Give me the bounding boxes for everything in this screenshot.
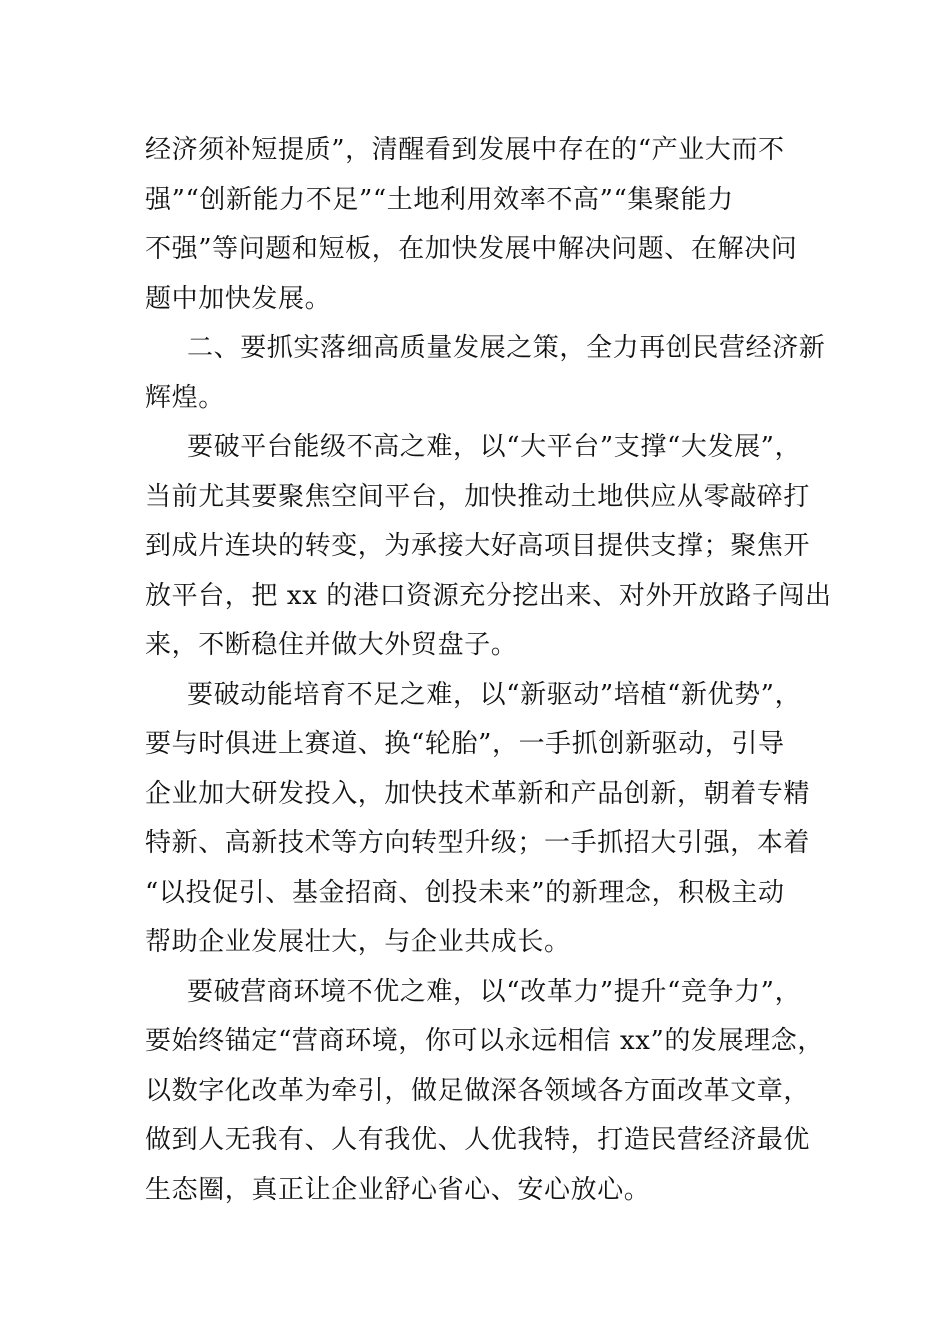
- text-line: 要始终锚定“营商环境，你可以永远相信 xx”的发展理念，: [145, 1026, 824, 1056]
- text-line: 要与时俱进上赛道、换“轮胎”，一手抓创新驱动，引导: [145, 729, 785, 759]
- section-heading-line: 二、要抓实落细高质量发展之策，全力再创民营经济新: [187, 333, 826, 363]
- text-line: 特新、高新技术等方向转型升级；一手抓招大引强，本着: [145, 828, 811, 858]
- text-line: 经济须补短提质”，清醒看到发展中存在的“产业大而不: [145, 135, 785, 165]
- text-line: 做到人无我有、人有我优、人优我特，打造民营经济最优: [145, 1125, 811, 1155]
- document-body: [145, 126, 832, 1215]
- text-line: 以数字化改革为牵引，做足做深各领域各方面改革文章，: [145, 1075, 811, 1106]
- text-line: 要破平台能级不高之难，以“大平台”支撑“大发展”，: [187, 432, 802, 462]
- text-line: 生态圈，真正让企业舒心省心、安心放心。: [145, 1174, 651, 1205]
- text-line: 放平台，把 xx 的港口资源充分挖出来、对外开放路子闯出: [145, 580, 832, 611]
- text-line: 要破动能培育不足之难，以“新驱动”培植“新优势”，: [187, 679, 802, 710]
- text-line: 帮助企业发展壮大，与企业共成长。: [145, 927, 571, 957]
- text-line: “以投促引、基金招商、创投未来”的新理念，积极主动: [145, 877, 785, 908]
- text-line: 当前尤其要聚焦空间平台，加快推动土地供应从零敲碎打: [145, 481, 811, 512]
- text-line: 不强”等问题和短板，在加快发展中解决问题、在解决问: [145, 234, 798, 264]
- text-line: 要破营商环境不优之难，以“改革力”提升“竞争力”，: [187, 976, 802, 1007]
- section-heading-line: 辉煌。: [145, 382, 225, 413]
- text-line: 题中加快发展。: [145, 283, 332, 314]
- text-line: 企业加大研发投入，加快技术革新和产品创新，朝着专精: [145, 778, 811, 809]
- text-line: 到成片连块的转变，为承接大好高项目提供支撑；聚焦开: [145, 531, 811, 561]
- text-line: 强”“创新能力不足”“土地利用效率不高”“集聚能力: [145, 184, 734, 215]
- text-line: 来，不断稳住并做大外贸盘子。: [145, 630, 518, 660]
